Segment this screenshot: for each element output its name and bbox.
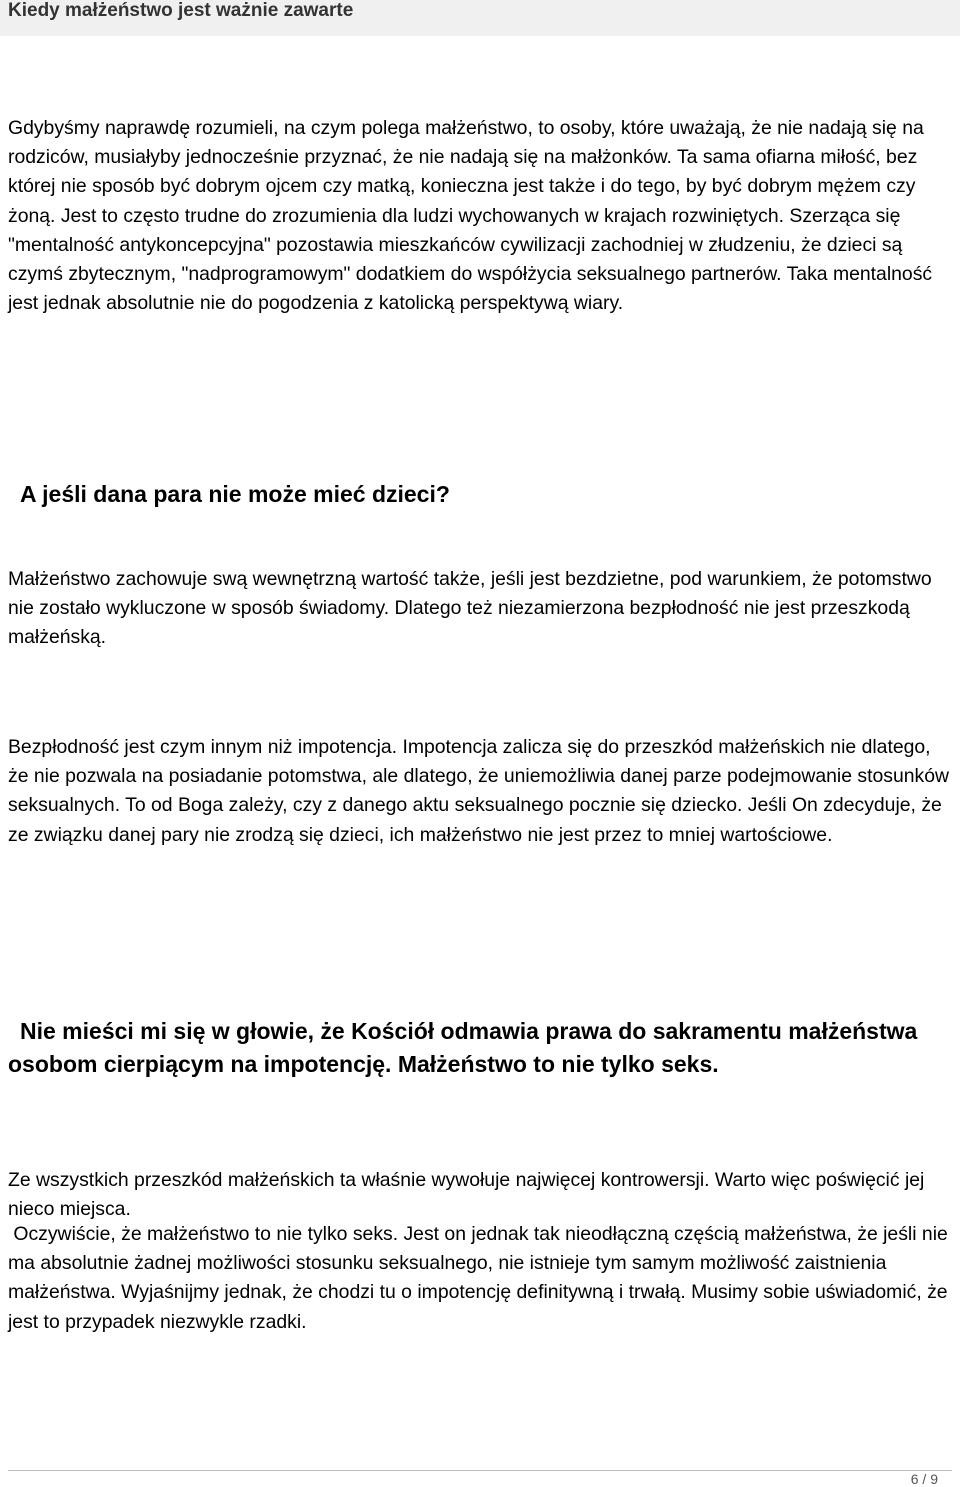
paragraph-marriage-not-only-sex: Oczywiście, że małżeństwo to nie tylko seks. Jest on jednak tak nieodłączną częścią małżeństwa, że jeśli nie ma absolutnie żadnej możliwości stosunku seksualnego, nie istnieje tym samym możliwość zaistnienia małżeństwa. Wyjaśnijmy jednak, że chodzi tu o impotencję definitywną i trwałą. Musimy sobie uświadomić, że jest to przypadek niezwykle rzadki. [8, 1223, 954, 1333]
section-heading-impotence-text: Nie mieści mi się w głowie, że Kościół odmawia prawa do sakramentu małżeństwa osobom cierpiącym na impotencję. Małżeństwo to nie tylko seks. [8, 1018, 918, 1077]
paragraph-infertility-vs-impotence: Bezpłodność jest czym innym niż impotencja. Impotencja zalicza się do przeszkód małżeńskich nie dlatego, że nie pozwala na posiadanie potomstwa, ale dlatego, że uniemożliwia danej parze podejmowanie stosunków seksualnych. To od Boga zależy, czy z danego aktu seksualnego pocznie się dziecko. Jeśli On zdecyduje, że ze związku danej pary nie zrodzą się dzieci, ich małżeństwo nie jest przez to mniej wartościowe. [8, 736, 950, 846]
section-heading-impotence [8, 1015, 956, 1081]
paragraph-childless-marriage: Małżeństwo zachowuje swą wewnętrzną wartość także, jeśli jest bezdzietne, pod warunkiem, że potomstwo nie zostało wykluczone w sposób świadomy. Dlatego też niezamierzona bezpłodność nie jest przeszkodą małżeńską. [8, 568, 932, 649]
document-title: Kiedy małżeństwo jest ważnie zawarte [8, 0, 354, 21]
paragraph-controversy: Ze wszystkich przeszkód małżeńskich ta właśnie wywołuje najwięcej kontrowersji. Warto więc poświęcić jej nieco miejsca. [8, 1169, 925, 1221]
paragraph-motherhood-and-marriage: Gdybyśmy naprawdę rozumieli, na czym polega małżeństwo, to osoby, które uważają, że nie nadają się na rodziców, musiałyby jednocześnie przyznać, że nie nadają się na małżonków. Ta sama ofiarna miłość, bez której nie sposób być dobrym ojcem czy matką, konieczna jest także i do tego, by być dobrym mężem czy żoną. Jest to często trudne do zrozumienia dla ludzi wychowanych w krajach rozwiniętych. Szerząca się "mentalność antykoncepcyjna" pozostawia mieszkańców cywilizacji zachodniej w złudzeniu, że dzieci są czymś zbytecznym, "nadprogramowym" dodatkiem do współżycia seksualnego partnerów. Taka mentalność jest jednak absolutnie nie do pogodzenia z katolicką perspektywą wiary. [8, 117, 933, 315]
footer-divider [8, 1470, 952, 1471]
page-number: 6 / 9 [910, 1471, 938, 1487]
section-heading-childless-couple: A jeśli dana para nie może mieć dzieci? [20, 481, 450, 507]
